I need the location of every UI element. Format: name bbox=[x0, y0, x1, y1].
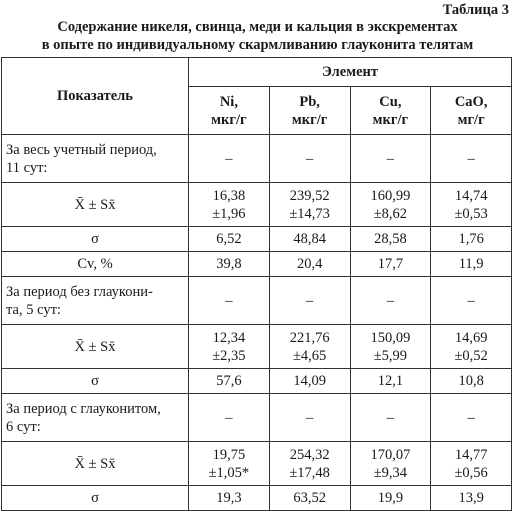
header-element: Элемент bbox=[189, 58, 512, 87]
sigma-cell: 13,9 bbox=[431, 486, 512, 511]
data-table bbox=[1, 57, 512, 511]
cv-cell: 20,4 bbox=[269, 252, 350, 277]
cv-cell: 17,7 bbox=[350, 252, 431, 277]
dash-cell: – bbox=[189, 135, 270, 183]
mean-label: X̄ ± Sx̄ bbox=[2, 183, 189, 227]
header-col-pb: Pb, мкг/г bbox=[269, 87, 350, 135]
sigma-cell: 14,09 bbox=[269, 369, 350, 394]
mean-label: X̄ ± Sx̄ bbox=[2, 442, 189, 486]
sigma-cell: 12,1 bbox=[350, 369, 431, 394]
section-title: За период без глаукони- та, 5 сут: bbox=[2, 277, 189, 325]
sigma-cell: 57,6 bbox=[189, 369, 270, 394]
dash-cell: – bbox=[189, 394, 270, 442]
mean-cell: 150,09 ±5,99 bbox=[350, 325, 431, 369]
table-caption-line1: Содержание никеля, свинца, меди и кальция в экскрементах bbox=[57, 19, 458, 35]
dash-cell: – bbox=[431, 277, 512, 325]
sigma-row bbox=[2, 486, 512, 511]
sigma-label: σ bbox=[2, 486, 189, 511]
header-indicator: Показатель bbox=[2, 58, 189, 135]
sigma-row bbox=[2, 369, 512, 394]
cv-cell: 11,9 bbox=[431, 252, 512, 277]
sigma-cell: 48,84 bbox=[269, 227, 350, 252]
sigma-cell: 19,9 bbox=[350, 486, 431, 511]
header-col-cao: CaO, мг/г bbox=[431, 87, 512, 135]
section-title-row bbox=[2, 277, 512, 325]
table-number: Таблица 3 bbox=[442, 2, 509, 18]
table-caption-line2: в опыте по индивидуальному скармливанию глауконита телятам bbox=[41, 37, 474, 53]
sigma-cell: 6,52 bbox=[189, 227, 270, 252]
header-col-cu: Cu, мкг/г bbox=[350, 87, 431, 135]
mean-row bbox=[2, 325, 512, 369]
mean-cell: 160,99 ±8,62 bbox=[350, 183, 431, 227]
mean-cell: 254,32 ±17,48 bbox=[269, 442, 350, 486]
dash-cell: – bbox=[431, 394, 512, 442]
dash-cell: – bbox=[269, 394, 350, 442]
cv-cell: 39,8 bbox=[189, 252, 270, 277]
section-title-row bbox=[2, 135, 512, 183]
mean-cell: 14,77 ±0,56 bbox=[431, 442, 512, 486]
dash-cell: – bbox=[350, 394, 431, 442]
dash-cell: – bbox=[350, 135, 431, 183]
sigma-label: σ bbox=[2, 227, 189, 252]
sigma-cell: 1,76 bbox=[431, 227, 512, 252]
section-title: За период с глауконитом, 6 сут: bbox=[2, 394, 189, 442]
mean-cell: 14,69 ±0,52 bbox=[431, 325, 512, 369]
sigma-cell: 10,8 bbox=[431, 369, 512, 394]
cv-row bbox=[2, 252, 512, 277]
mean-cell: 16,38 ±1,96 bbox=[189, 183, 270, 227]
sigma-cell: 28,58 bbox=[350, 227, 431, 252]
section-title-row bbox=[2, 394, 512, 442]
header-row-1 bbox=[2, 58, 512, 87]
sigma-row bbox=[2, 227, 512, 252]
mean-cell: 12,34 ±2,35 bbox=[189, 325, 270, 369]
sigma-cell: 19,3 bbox=[189, 486, 270, 511]
mean-cell: 14,74 ±0,53 bbox=[431, 183, 512, 227]
mean-cell: 19,75 ±1,05* bbox=[189, 442, 270, 486]
section-title: За весь учетный период, 11 сут: bbox=[2, 135, 189, 183]
header-col-ni: Ni, мкг/г bbox=[189, 87, 270, 135]
mean-row bbox=[2, 442, 512, 486]
sigma-label: σ bbox=[2, 369, 189, 394]
mean-cell: 239,52 ±14,73 bbox=[269, 183, 350, 227]
dash-cell: – bbox=[189, 277, 270, 325]
dash-cell: – bbox=[431, 135, 512, 183]
mean-label: X̄ ± Sx̄ bbox=[2, 325, 189, 369]
mean-cell: 170,07 ±9,34 bbox=[350, 442, 431, 486]
dash-cell: – bbox=[269, 277, 350, 325]
sigma-cell: 63,52 bbox=[269, 486, 350, 511]
cv-label: Cv, % bbox=[2, 252, 189, 277]
mean-cell: 221,76 ±4,65 bbox=[269, 325, 350, 369]
dash-cell: – bbox=[269, 135, 350, 183]
mean-row bbox=[2, 183, 512, 227]
dash-cell: – bbox=[350, 277, 431, 325]
